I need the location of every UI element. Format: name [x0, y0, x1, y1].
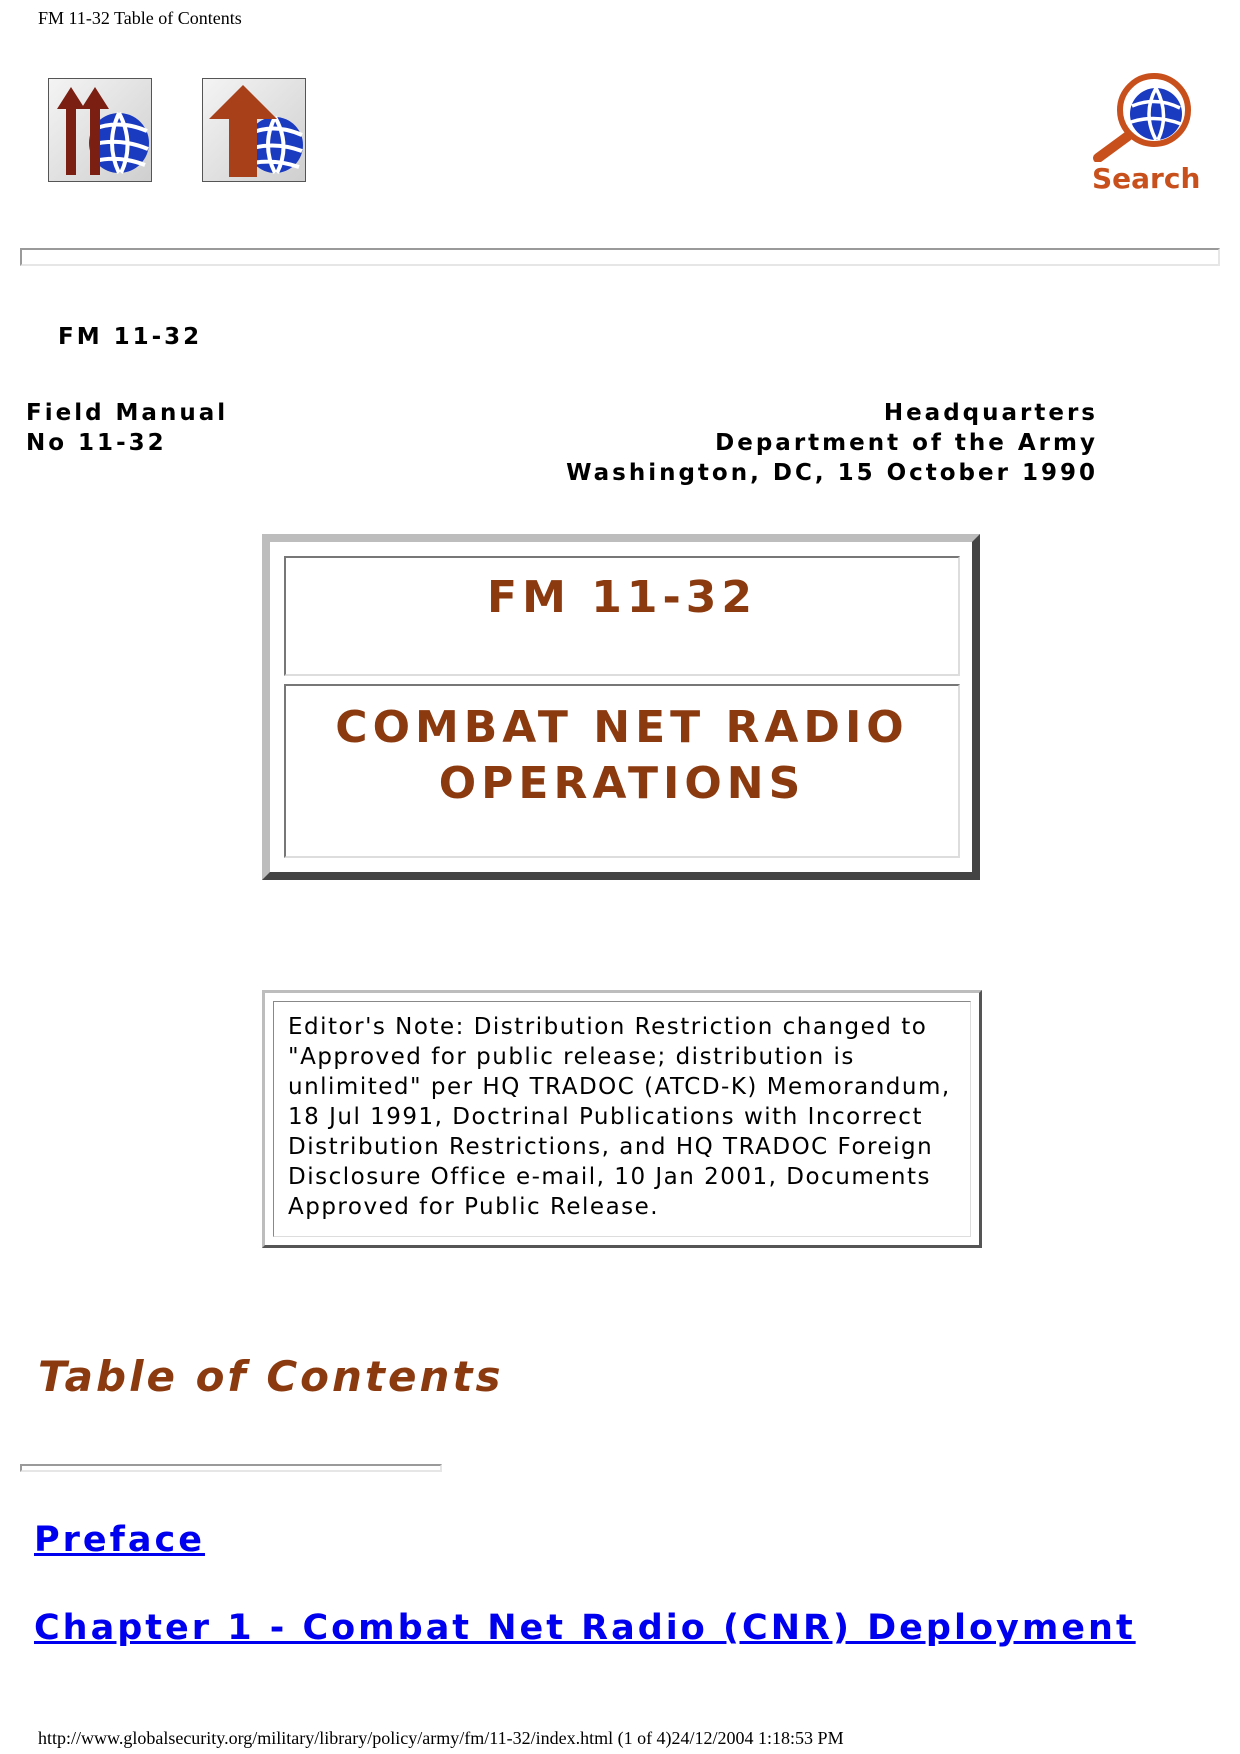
toc-heading: Table of Contents	[38, 1352, 504, 1401]
editors-note-text: Editor's Note: Distribution Restriction changed to "Approved for public release; distribution is unlimited" per HQ TRADOC (ATCD-K) Memorandum, 18 Jul 1991, Doctrinal Publications with Incorrect Distribution Restrictions, and HQ TRADOC Foreign Disclosure Office e-mail, 10 Jan 2001, Documents Approved for Public Release.	[273, 1001, 971, 1237]
up-arrow-globe-icon	[203, 79, 305, 181]
right-meta	[560, 398, 1098, 488]
headquarters-label: Headquarters	[883, 400, 1098, 426]
print-footer: http://www.globalsecurity.org/military/library/policy/army/fm/11-32/index.html (1 of 4)24/12/2004 1:18:53 PM	[38, 1728, 844, 1748]
print-header: FM 11-32 Table of Contents	[38, 8, 242, 28]
toc-divider	[20, 1464, 442, 1472]
search-label: Search	[1092, 162, 1201, 195]
magnifier-globe-icon	[1088, 66, 1200, 162]
title-box	[262, 534, 980, 880]
doc-id: FM 11-32	[58, 324, 203, 350]
department-label: Department of the Army	[715, 430, 1098, 456]
manual-number: No 11-32	[26, 430, 167, 456]
location-date: Washington, DC, 15 October 1990	[566, 460, 1098, 486]
top-divider	[20, 248, 1220, 266]
left-meta	[26, 398, 228, 458]
title-line-1: COMBAT NET RADIO	[335, 702, 909, 753]
field-manual-label: Field Manual	[26, 400, 229, 426]
title-main	[284, 684, 960, 858]
editors-note-box	[262, 990, 982, 1248]
nav-up-button[interactable]	[202, 78, 306, 182]
toc-link-chapter-1[interactable]: Chapter 1 - Combat Net Radio (CNR) Deployment	[34, 1608, 1136, 1648]
nav-first-button[interactable]	[48, 78, 152, 182]
double-up-arrow-globe-icon	[49, 79, 151, 181]
search-button[interactable]	[1088, 66, 1200, 202]
toc-link-preface[interactable]: Preface	[34, 1520, 205, 1560]
title-code: FM 11-32	[284, 556, 960, 676]
title-line-2: OPERATIONS	[438, 758, 806, 809]
